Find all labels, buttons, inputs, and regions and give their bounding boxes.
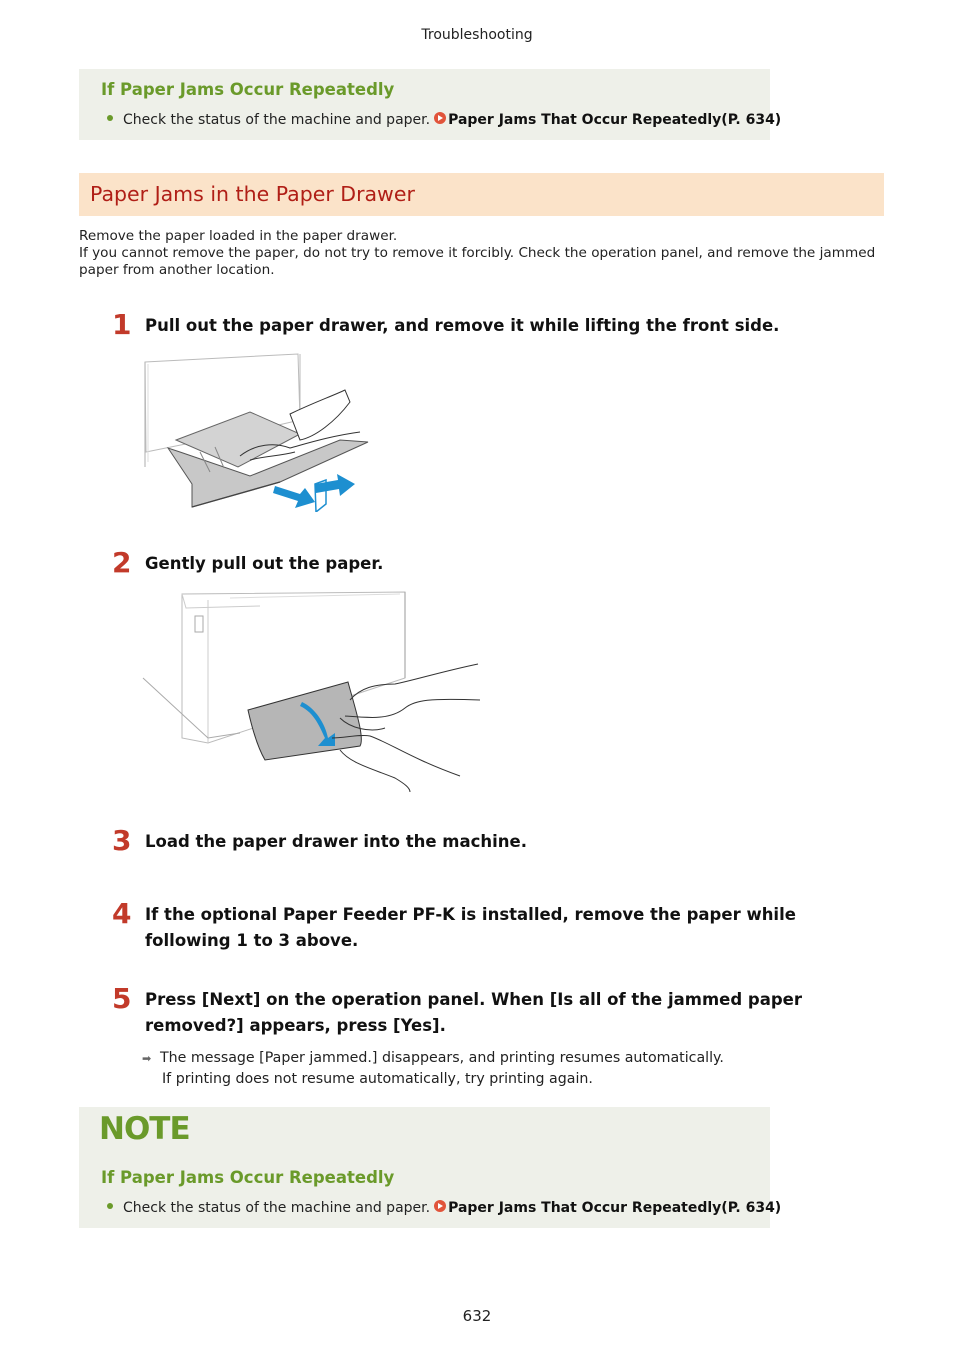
note-heading: NOTE xyxy=(99,1111,190,1147)
bullet-dot-icon xyxy=(107,115,113,121)
intro-line-2: If you cannot remove the paper, do not try to remove it forcibly. Check the operation panel, and remove the jammed paper from another location. xyxy=(79,245,876,278)
step-text: If the optional Paper Feeder PF-K is installed, remove the paper while following 1 to 3 above. xyxy=(145,905,796,950)
cross-reference-link[interactable]: Paper Jams That Occur Repeatedly(P. 634) xyxy=(448,112,782,128)
page-number: 632 xyxy=(462,1307,492,1325)
section-title: Paper Jams in the Paper Drawer xyxy=(90,182,415,206)
repeat-jam-box xyxy=(79,69,782,140)
running-header: Troubleshooting xyxy=(421,27,533,43)
bullet-text: Check the status of the machine and paper. xyxy=(123,1200,431,1216)
step-text: Load the paper drawer into the machine. xyxy=(145,832,527,851)
result-line-2: If printing does not resume automatically, try printing again. xyxy=(162,1071,593,1087)
step-number: 3 xyxy=(112,824,132,857)
step-number: 2 xyxy=(112,546,132,579)
step-result xyxy=(142,1048,842,1069)
result-arrow-icon: ➡ xyxy=(142,1052,152,1065)
bullet-dot-icon xyxy=(107,1203,113,1209)
link-arrow-icon xyxy=(434,1200,446,1212)
step-text: Gently pull out the paper. xyxy=(145,554,384,573)
section-heading-bar xyxy=(79,173,884,216)
step-text: Pull out the paper drawer, and remove it while lifting the front side. xyxy=(145,316,780,335)
pull-out-drawer-illustration xyxy=(140,352,375,512)
cross-reference-link[interactable]: Paper Jams That Occur Repeatedly(P. 634) xyxy=(448,1200,782,1216)
step-text: Press [Next] on the operation panel. When [Is all of the jammed paper removed?] appears, press [Yes]. xyxy=(145,990,802,1035)
step-number: 5 xyxy=(112,982,132,1015)
note-box xyxy=(79,1107,782,1228)
intro-line-1: Remove the paper loaded in the paper drawer. xyxy=(79,228,398,244)
step-number: 1 xyxy=(112,308,132,341)
pull-out-paper-illustration xyxy=(140,588,485,793)
box-title: If Paper Jams Occur Repeatedly xyxy=(101,80,395,99)
bullet-text: Check the status of the machine and paper. xyxy=(123,112,431,128)
bullet-item xyxy=(107,112,781,128)
result-line-1: The message [Paper jammed.] disappears, and printing resumes automatically. xyxy=(160,1050,724,1066)
bullet-item xyxy=(107,1200,781,1216)
box-title: If Paper Jams Occur Repeatedly xyxy=(101,1168,395,1187)
step-number: 4 xyxy=(112,897,132,930)
link-arrow-icon xyxy=(434,112,446,124)
